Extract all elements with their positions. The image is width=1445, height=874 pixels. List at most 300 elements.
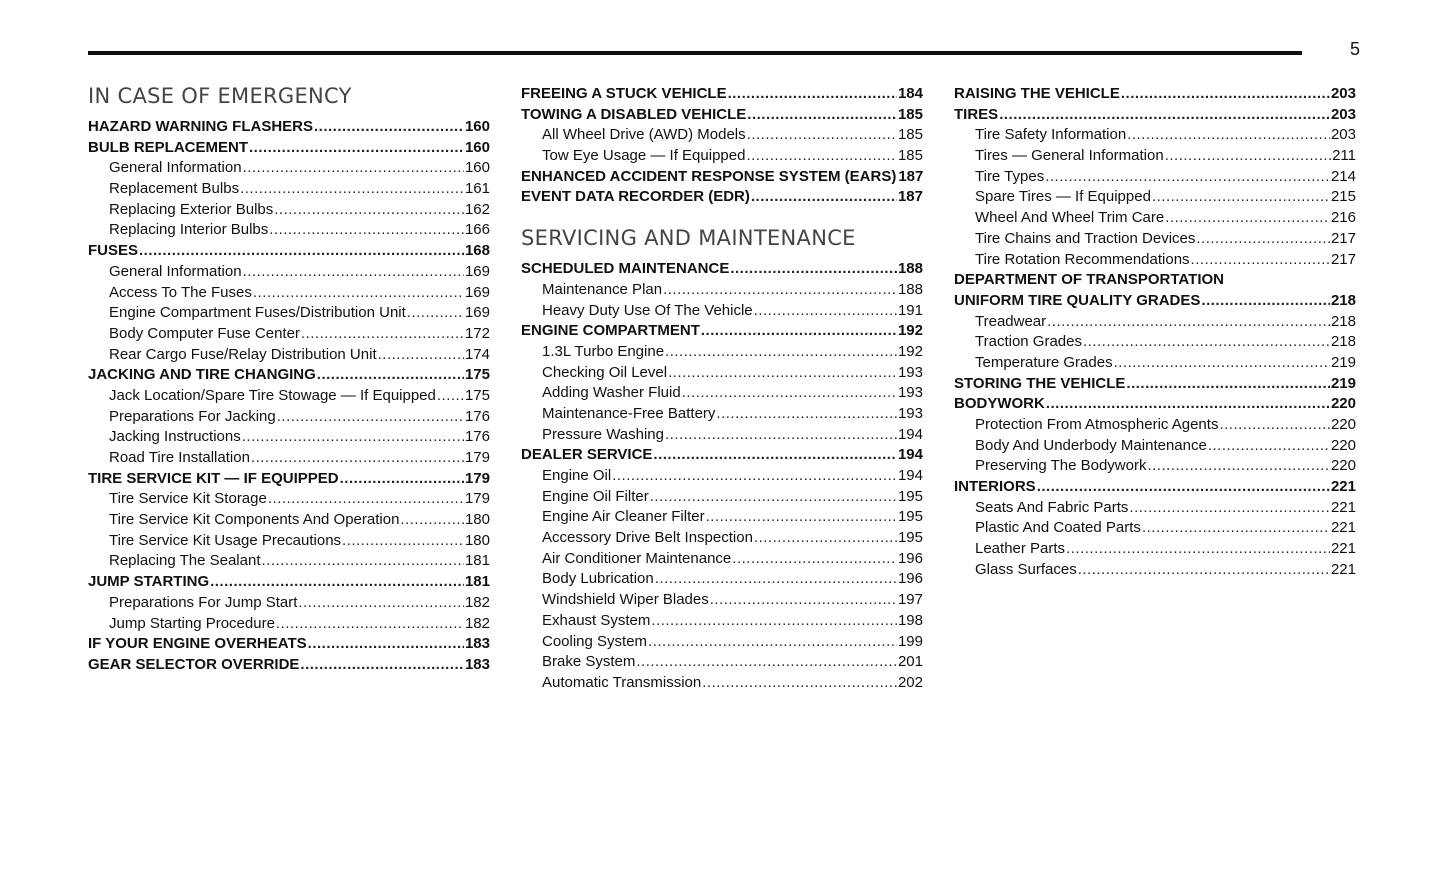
toc-page-number: 194 xyxy=(897,425,923,443)
toc-entry-title: Tire Service Kit Components And Operation xyxy=(109,511,400,529)
toc-entry[interactable] xyxy=(88,283,490,304)
toc-page-number: 196 xyxy=(897,570,923,588)
toc-entry-title: UNIFORM TIRE QUALITY GRADES xyxy=(954,291,1201,309)
dot-leader xyxy=(1147,456,1330,477)
toc-entry-title: Body Lubrication xyxy=(542,570,654,588)
toc-entry-heading[interactable] xyxy=(521,321,923,342)
toc-page-number: 180 xyxy=(464,531,490,549)
toc-entry[interactable] xyxy=(954,208,1356,229)
toc-page-number: 220 xyxy=(1330,395,1356,413)
dot-leader xyxy=(747,105,897,126)
toc-page-number: 215 xyxy=(1330,188,1356,206)
dot-leader xyxy=(243,262,464,283)
dot-leader xyxy=(253,283,464,304)
toc-entry-title: Tire Service Kit Usage Precautions xyxy=(109,531,342,549)
toc-entry-title: Cooling System xyxy=(542,632,648,650)
dot-leader xyxy=(262,551,464,572)
toc-entry[interactable] xyxy=(88,220,490,241)
toc-entry-title: TOWING A DISABLED VEHICLE xyxy=(521,105,747,123)
toc-entry-title: Exhaust System xyxy=(542,611,651,629)
toc-entry[interactable] xyxy=(521,363,923,384)
dot-leader xyxy=(1165,146,1331,167)
toc-entry[interactable] xyxy=(954,125,1356,146)
toc-entry[interactable] xyxy=(521,280,923,301)
dot-leader xyxy=(728,84,897,105)
toc-page-number: 168 xyxy=(464,242,490,260)
toc-page-number: 219 xyxy=(1330,353,1356,371)
toc-entry[interactable] xyxy=(88,489,490,510)
toc-page-number: 192 xyxy=(897,322,923,340)
dot-leader xyxy=(1219,415,1330,436)
toc-entry-title: JACKING AND TIRE CHANGING xyxy=(88,366,316,384)
dot-leader xyxy=(1045,167,1330,188)
toc-entry-title: Protection From Atmospheric Agents xyxy=(975,416,1219,433)
toc-entry-title: Tire Safety Information xyxy=(975,126,1127,144)
toc-entry-heading[interactable] xyxy=(521,105,923,126)
toc-page-number: 188 xyxy=(897,260,923,278)
toc-entry[interactable] xyxy=(88,614,490,635)
toc-entry-title: Tire Chains and Traction Devices xyxy=(975,229,1196,247)
dot-leader xyxy=(706,507,897,528)
dot-leader xyxy=(1127,125,1330,146)
toc-entry[interactable] xyxy=(88,427,490,448)
toc-page-number: 220 xyxy=(1330,457,1356,475)
dot-leader xyxy=(1152,187,1330,208)
toc-entry-title: Tires — General Information xyxy=(975,147,1164,165)
toc-entry-title: Maintenance Plan xyxy=(542,280,663,298)
toc-entry-title: Replacement Bulbs xyxy=(109,180,240,198)
toc-entry-heading[interactable] xyxy=(88,117,490,138)
toc-entry[interactable] xyxy=(521,611,923,632)
toc-page-number: 169 xyxy=(464,262,490,280)
toc-entry-heading[interactable] xyxy=(88,469,490,490)
toc-entry-heading[interactable] xyxy=(88,572,490,593)
dot-leader xyxy=(274,200,464,221)
dot-leader xyxy=(340,469,464,490)
toc-entry-title: General Information xyxy=(109,159,242,177)
toc-entry-title: SCHEDULED MAINTENANCE xyxy=(521,260,730,278)
dot-leader xyxy=(650,487,897,508)
toc-page-number: 166 xyxy=(464,221,490,239)
toc-page-number: 182 xyxy=(464,614,490,632)
toc-page-number: 203 xyxy=(1330,126,1356,144)
toc-entry-title: Maintenance-Free Battery xyxy=(542,404,716,422)
toc-column-1 xyxy=(88,84,490,676)
toc-entry[interactable] xyxy=(521,404,923,425)
toc-entry-title: ENHANCED ACCIDENT RESPONSE SYSTEM (EARS) xyxy=(521,167,897,185)
toc-entry-title: STORING THE VEHICLE xyxy=(954,374,1126,392)
dot-leader xyxy=(746,146,897,167)
toc-entry[interactable] xyxy=(88,593,490,614)
dot-leader xyxy=(636,652,897,673)
toc-page-number: 160 xyxy=(464,159,490,177)
toc-entry-title: Treadwear xyxy=(975,312,1047,330)
toc-page-number: 181 xyxy=(464,552,490,570)
toc-entry-heading[interactable] xyxy=(954,270,1356,291)
toc-entry[interactable] xyxy=(521,466,923,487)
toc-page-number: 203 xyxy=(1330,85,1356,102)
toc-entry[interactable] xyxy=(521,383,923,404)
toc-entry[interactable] xyxy=(954,518,1356,539)
dot-leader xyxy=(242,427,464,448)
dot-leader xyxy=(701,321,897,342)
toc-page-number: 181 xyxy=(464,573,490,591)
toc-entry-title: Tire Rotation Recommendations xyxy=(975,250,1190,268)
toc-entry-title: Rear Cargo Fuse/Relay Distribution Unit xyxy=(109,345,377,363)
toc-entry[interactable] xyxy=(88,386,490,407)
toc-entry[interactable] xyxy=(954,353,1356,374)
toc-entry[interactable] xyxy=(954,250,1356,271)
toc-entry-title: BULB REPLACEMENT xyxy=(88,138,248,156)
toc-entry-title: Engine Oil xyxy=(542,467,612,484)
dot-leader xyxy=(1066,539,1330,560)
dot-leader xyxy=(1165,208,1330,229)
dot-leader xyxy=(1208,436,1330,457)
toc-page-number: 172 xyxy=(464,324,490,342)
dot-leader xyxy=(317,365,464,386)
toc-entry[interactable] xyxy=(954,498,1356,519)
toc-page-number: 192 xyxy=(897,342,923,360)
toc-entry-title: Leather Parts xyxy=(975,540,1066,558)
toc-entry-heading[interactable] xyxy=(521,167,923,188)
toc-entry[interactable] xyxy=(88,345,490,366)
toc-entry-heading[interactable] xyxy=(88,365,490,386)
toc-page-number: 221 xyxy=(1330,540,1356,558)
toc-page-number: 217 xyxy=(1330,250,1356,268)
dot-leader xyxy=(668,363,897,384)
toc-entry-title: Temperature Grades xyxy=(975,353,1113,371)
toc-page-number: 218 xyxy=(1330,312,1356,330)
toc-entry[interactable] xyxy=(954,436,1356,457)
toc-entry-title: 1.3L Turbo Engine xyxy=(542,342,665,360)
toc-entry-title: Jump Starting Procedure xyxy=(109,614,275,632)
toc-entry-heading[interactable] xyxy=(954,477,1356,498)
dot-leader xyxy=(269,220,464,241)
dot-leader xyxy=(308,634,464,655)
toc-entry-title: TIRE SERVICE KIT — IF EQUIPPED xyxy=(88,469,339,487)
toc-entry-title: Replacing Exterior Bulbs xyxy=(109,200,274,218)
toc-entry[interactable] xyxy=(521,528,923,549)
toc-entry-title: Tire Types xyxy=(975,167,1045,185)
dot-leader xyxy=(665,425,897,446)
toc-entry-title: Adding Washer Fluid xyxy=(542,384,681,402)
toc-entry-title: Brake System xyxy=(542,653,636,671)
toc-page-number: 175 xyxy=(464,366,490,384)
header-rule xyxy=(88,51,1302,55)
toc-page-number: 195 xyxy=(897,487,923,505)
page-number: 5 xyxy=(1349,39,1360,59)
toc-page-number: 176 xyxy=(464,428,490,446)
toc-entry-title: FUSES xyxy=(88,242,139,260)
toc-page-number: 183 xyxy=(464,635,490,653)
toc-page-number: 184 xyxy=(897,85,923,102)
toc-column-3 xyxy=(954,84,1356,581)
toc-entry-title: Air Conditioner Maintenance xyxy=(542,549,732,567)
toc-entry[interactable] xyxy=(88,551,490,572)
toc-entry-title: Replacing Interior Bulbs xyxy=(109,221,269,239)
toc-page-number: 221 xyxy=(1330,519,1356,537)
toc-page-number: 221 xyxy=(1330,478,1356,496)
toc-page-number: 201 xyxy=(897,653,923,671)
dot-leader xyxy=(1078,560,1330,581)
section-spacer xyxy=(521,208,923,226)
dot-leader xyxy=(1083,332,1330,353)
toc-entry[interactable] xyxy=(954,539,1356,560)
toc-entry-heading[interactable] xyxy=(88,634,490,655)
dot-leader xyxy=(1114,353,1330,374)
dot-leader xyxy=(249,138,464,159)
dot-leader xyxy=(999,105,1330,126)
toc-entry-title: JUMP STARTING xyxy=(88,573,210,591)
section-title: IN CASE OF EMERGENCY xyxy=(88,84,352,108)
toc-page-number: 160 xyxy=(464,138,490,156)
dot-leader xyxy=(210,572,464,593)
toc-page-number: 193 xyxy=(897,363,923,381)
dot-leader xyxy=(437,386,464,407)
toc-entry-title: Access To The Fuses xyxy=(109,283,252,301)
dot-leader xyxy=(1037,477,1330,498)
dot-leader xyxy=(1191,250,1330,271)
toc-entry-heading[interactable] xyxy=(521,187,923,208)
toc-page-number: 220 xyxy=(1330,416,1356,433)
toc-entry[interactable] xyxy=(521,146,923,167)
toc-entry[interactable] xyxy=(88,531,490,552)
toc-entry-title: Preserving The Bodywork xyxy=(975,457,1147,475)
toc-entry-title: Jacking Instructions xyxy=(109,428,241,446)
toc-page-number: 185 xyxy=(897,126,923,144)
toc-entry-title: IF YOUR ENGINE OVERHEATS xyxy=(88,635,307,653)
toc-page-number: 198 xyxy=(897,611,923,629)
toc-entry-title: Heavy Duty Use Of The Vehicle xyxy=(542,301,753,319)
toc-page-number: 211 xyxy=(1332,147,1356,165)
toc-entry[interactable] xyxy=(88,303,490,324)
toc-entry-title: Jack Location/Spare Tire Stowage — If Equipped xyxy=(109,386,436,404)
dot-leader xyxy=(1142,518,1330,539)
toc-page-number: 202 xyxy=(897,673,923,691)
toc-page-number: 188 xyxy=(897,280,923,298)
toc-entry[interactable] xyxy=(521,673,923,694)
dot-leader xyxy=(277,407,464,428)
toc-entry[interactable] xyxy=(521,652,923,673)
toc-entry[interactable] xyxy=(521,549,923,570)
toc-entry-heading[interactable] xyxy=(521,84,923,105)
dot-leader xyxy=(648,632,897,653)
toc-page-number: 193 xyxy=(897,384,923,402)
toc-entry-title: General Information xyxy=(109,262,242,280)
toc-entry-heading[interactable] xyxy=(88,655,490,676)
toc-page-number: 194 xyxy=(897,467,923,484)
toc-entry-heading[interactable] xyxy=(521,445,923,466)
dot-leader xyxy=(300,655,464,676)
toc-entry[interactable] xyxy=(954,229,1356,250)
dot-leader xyxy=(314,117,464,138)
toc-entry-title: Wheel And Wheel Trim Care xyxy=(975,209,1165,227)
toc-page-number: 191 xyxy=(897,301,923,319)
toc-page-number: 187 xyxy=(898,167,924,185)
toc-entry-title: Checking Oil Level xyxy=(542,363,668,381)
toc-entry[interactable] xyxy=(88,262,490,283)
dot-leader xyxy=(268,489,464,510)
toc-entry[interactable] xyxy=(88,510,490,531)
toc-entry[interactable] xyxy=(88,448,490,469)
toc-entry[interactable] xyxy=(88,324,490,345)
dot-leader xyxy=(665,342,897,363)
toc-entry-title: Accessory Drive Belt Inspection xyxy=(542,529,753,547)
toc-entry-title: RAISING THE VEHICLE xyxy=(954,85,1120,102)
dot-leader xyxy=(400,510,464,531)
toc-entry-title: Replacing The Sealant xyxy=(109,552,261,570)
toc-entry-title: ENGINE COMPARTMENT xyxy=(521,322,700,340)
toc-entry[interactable] xyxy=(521,569,923,590)
toc-entry-heading[interactable] xyxy=(88,138,490,159)
toc-page-number: 162 xyxy=(464,200,490,218)
toc-page-number: 187 xyxy=(897,188,923,206)
toc-entry[interactable] xyxy=(88,200,490,221)
dot-leader xyxy=(378,345,464,366)
toc-entry[interactable] xyxy=(954,167,1356,188)
toc-entry-title: Tow Eye Usage — If Equipped xyxy=(542,147,746,165)
toc-entry-title: DEPARTMENT OF TRANSPORTATION xyxy=(954,271,1224,289)
section-title: SERVICING AND MAINTENANCE xyxy=(521,226,856,251)
toc-entry-heading[interactable] xyxy=(954,374,1356,395)
toc-page-number: 161 xyxy=(464,180,490,198)
toc-entry-heading[interactable] xyxy=(954,105,1356,126)
toc-entry[interactable] xyxy=(521,632,923,653)
dot-leader xyxy=(751,187,897,208)
toc-entry-title: TIRES xyxy=(954,105,999,123)
toc-page-number: 169 xyxy=(464,283,490,301)
dot-leader xyxy=(754,528,897,549)
toc-entry-title: Windshield Wiper Blades xyxy=(542,591,709,609)
toc-entry-title: BODYWORK xyxy=(954,395,1045,413)
toc-entry-title: Spare Tires — If Equipped xyxy=(975,188,1151,206)
dot-leader xyxy=(651,611,897,632)
toc-page-number: 214 xyxy=(1330,167,1356,185)
toc-entry[interactable] xyxy=(521,487,923,508)
toc-page-number: 221 xyxy=(1330,498,1356,516)
dot-leader xyxy=(730,259,897,280)
toc-page-number: 179 xyxy=(464,449,490,466)
toc-entry-heading[interactable] xyxy=(954,84,1356,105)
toc-page-number: 180 xyxy=(464,511,490,529)
dot-leader xyxy=(716,404,897,425)
dot-leader xyxy=(1129,498,1330,519)
toc-page-number: 176 xyxy=(464,407,490,425)
toc-entry-title: Road Tire Installation xyxy=(109,449,250,466)
toc-entry-title: EVENT DATA RECORDER (EDR) xyxy=(521,188,750,206)
toc-entry[interactable] xyxy=(88,158,490,179)
toc-entry-title: Engine Compartment Fuses/Distribution Unit xyxy=(109,304,406,322)
toc-page-number: 219 xyxy=(1330,374,1356,392)
toc-entry[interactable] xyxy=(954,187,1356,208)
toc-entry-title: Tire Service Kit Storage xyxy=(109,490,267,508)
dot-leader xyxy=(682,383,897,404)
toc-page-number: 203 xyxy=(1330,105,1356,123)
toc-entry-heading[interactable] xyxy=(954,291,1356,312)
toc-entry[interactable] xyxy=(88,407,490,428)
toc-page-number: 194 xyxy=(897,446,923,464)
toc-entry-title: GEAR SELECTOR OVERRIDE xyxy=(88,655,300,673)
dot-leader xyxy=(663,280,897,301)
dot-leader xyxy=(276,614,464,635)
toc-page-number: 195 xyxy=(897,508,923,526)
dot-leader xyxy=(139,241,464,262)
toc-entry-title: Engine Air Cleaner Filter xyxy=(542,508,705,526)
dot-leader xyxy=(747,125,897,146)
toc-page-number: 179 xyxy=(464,490,490,508)
dot-leader xyxy=(1121,84,1330,105)
toc-page-number: 220 xyxy=(1330,436,1356,454)
dot-leader xyxy=(240,179,464,200)
dot-leader xyxy=(298,593,464,614)
dot-leader xyxy=(612,466,897,487)
toc-entry[interactable] xyxy=(954,146,1356,167)
toc-entry-title: Pressure Washing xyxy=(542,425,664,443)
dot-leader xyxy=(710,590,897,611)
toc-entry-title: HAZARD WARNING FLASHERS xyxy=(88,118,313,135)
toc-page-number: 183 xyxy=(464,655,490,673)
toc-entry[interactable] xyxy=(521,342,923,363)
toc-entry[interactable] xyxy=(521,507,923,528)
toc-entry[interactable] xyxy=(521,425,923,446)
dot-leader xyxy=(1047,312,1330,333)
toc-entry[interactable] xyxy=(954,415,1356,436)
toc-entry[interactable] xyxy=(954,560,1356,581)
toc-page-number: 218 xyxy=(1330,333,1356,351)
toc-entry[interactable] xyxy=(521,301,923,322)
toc-entry-title: DEALER SERVICE xyxy=(521,446,653,464)
dot-leader xyxy=(1126,374,1330,395)
dot-leader xyxy=(702,673,897,694)
dot-leader xyxy=(653,445,897,466)
toc-entry-heading[interactable] xyxy=(521,259,923,280)
dot-leader xyxy=(1201,291,1330,312)
toc-entry-title: Preparations For Jump Start xyxy=(109,593,298,611)
toc-page-number: 196 xyxy=(897,549,923,567)
toc-page-number: 182 xyxy=(464,593,490,611)
toc-entry[interactable] xyxy=(954,332,1356,353)
toc-page-number: 174 xyxy=(464,345,490,363)
toc-page-number: 160 xyxy=(464,118,490,135)
dot-leader xyxy=(655,569,897,590)
toc-entry[interactable] xyxy=(521,590,923,611)
toc-entry[interactable] xyxy=(88,179,490,200)
dot-leader xyxy=(1046,394,1330,415)
toc-entry-title: Engine Oil Filter xyxy=(542,487,649,505)
toc-entry[interactable] xyxy=(954,312,1356,333)
toc-entry-heading[interactable] xyxy=(954,394,1356,415)
dot-leader xyxy=(342,531,464,552)
toc-page-number: 216 xyxy=(1330,209,1356,227)
toc-entry-heading[interactable] xyxy=(88,241,490,262)
toc-entry[interactable] xyxy=(954,456,1356,477)
toc-page-number: 217 xyxy=(1330,229,1356,247)
toc-entry-title: Body Computer Fuse Center xyxy=(109,324,300,342)
toc-page-number: 175 xyxy=(464,386,490,404)
toc-page-number: 218 xyxy=(1330,291,1356,309)
toc-entry-title: INTERIORS xyxy=(954,478,1036,496)
toc-page-number: 185 xyxy=(897,105,923,123)
toc-page-number: 221 xyxy=(1330,560,1356,578)
toc-page-number: 193 xyxy=(897,404,923,422)
toc-entry-title: Traction Grades xyxy=(975,333,1082,351)
toc-entry-title: FREEING A STUCK VEHICLE xyxy=(521,85,727,102)
toc-page-number: 179 xyxy=(464,469,490,487)
toc-entry-title: All Wheel Drive (AWD) Models xyxy=(542,126,746,144)
toc-entry[interactable] xyxy=(521,125,923,146)
toc-entry-title: Plastic And Coated Parts xyxy=(975,519,1141,537)
toc-entry-title: Automatic Transmission xyxy=(542,673,702,691)
